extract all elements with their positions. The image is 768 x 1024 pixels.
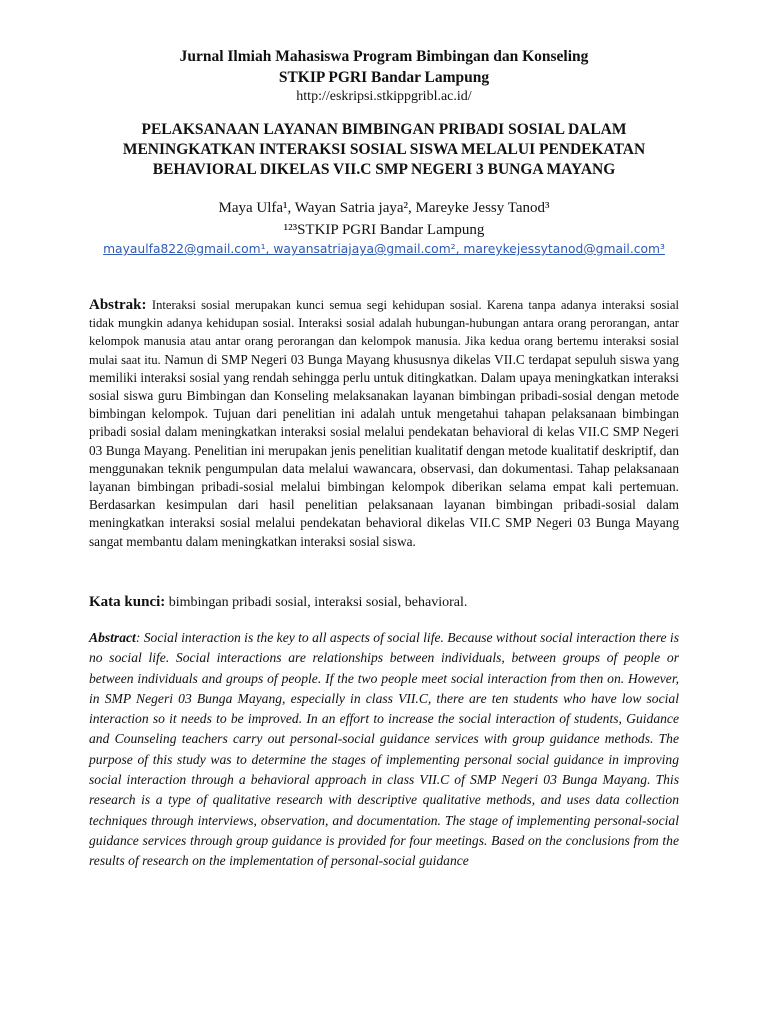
paper-title: PELAKSANAAN LAYANAN BIMBINGAN PRIBADI SOSIAL DALAM MENINGKATKAN INTERAKSI SOSIAL SISWA MELALUI PENDEKATAN BEHAVIORAL DIKELAS VII.C SMP NEGERI 3 BUNGA MAYANG bbox=[122, 121, 646, 178]
author-affiliation: ¹²³STKIP PGRI Bandar Lampung bbox=[283, 222, 485, 238]
keywords-label: Kata kunci: bbox=[89, 594, 166, 610]
author-block bbox=[0, 197, 768, 241]
abstract-en-label: Abstract bbox=[89, 630, 136, 645]
abstract-text-part2: Namun di SMP Negeri 03 Bunga Mayang khususnya dikelas VII.C terdapat sepuluh siswa yang memiliki interaksi sosial yang rendah sehingga perlu untuk ditingkatkan. Dalam upaya meningkatkan interaksi sosial siswa guru Bimbingan dan Konseling melaksanakan layanan bimbingan pribadi-sosial dengan metode bimbingan kelompok. Tujuan dari penelitian ini adalah untuk mengetahui tahapan pelaksanaan bimbingan pribadi sosial dalam meningkatkan interaksi sosial melalui pendekatan behavioral di kelas VII.C SMP Negeri 03 Bunga Mayang. Penelitian ini merupakan jenis penelitian kualitatif dengan metode kualitatif deskriptif, dan menggunakan teknik pengumpulan data melalui wawancara, observasi, dan dokumentasi. Tahap pelaksanaan layanan bimbingan pribadi-sosial melalui bimbingan kelompok diberikan selama empat kali pertemuan. Berdasarkan kesimpulan dari hasil penelitian pelaksanaan layanan bimbingan pribadi-sosial dalam meningkatkan interaksi sosial melalui pendekatan behavioral dikelas VII.C SMP Negeri 03 Bunga Mayang sangat membantu dalam meningkatkan interaksi sosial siswa. bbox=[89, 351, 679, 549]
keywords-line bbox=[89, 594, 679, 611]
journal-header bbox=[0, 46, 768, 88]
journal-name: Jurnal Ilmiah Mahasiswa Program Bimbingan dan Konseling bbox=[179, 48, 589, 65]
abstract-en-text: : Social interaction is the key to all aspects of social life. Because without social interaction there is no social life. Social interactions are relationships between individuals, between groups of people or between individuals and groups of people. If the two people meet social interaction from then on. However, in SMP Negeri 03 Bunga Mayang, especially in class VII.C, there are ten students who have low social interaction so it needs to be improved. In an effort to increase the social interaction of students, Guidance and Counseling teachers carry out personal-social guidance services with group guidance methods. The purpose of this study was to determine the stages of implementing personal social guidance in improving social interaction through a behavioral approach in class VII.C of SMP Negeri 03 Bunga Mayang. This research is a type of qualitative research with descriptive qualitative methods, and uses data collection techniques through interviews, observation, and documentation. The stage of implementing personal-social guidance services through group guidance is provided for four meetings. Based on the conclusions from the results of research on the implementation of personal-social guidance bbox=[89, 630, 679, 869]
journal-url[interactable]: http://eskripsi.stkippgribl.ac.id/ bbox=[296, 89, 472, 104]
author-list: Maya Ulfa¹, Wayan Satria jaya², Mareyke Jessy Tanod³ bbox=[218, 200, 550, 216]
journal-institution: STKIP PGRI Bandar Lampung bbox=[278, 69, 490, 86]
keywords-text: bimbingan pribadi sosial, interaksi sosial, behavioral. bbox=[168, 595, 468, 610]
abstract-english bbox=[89, 628, 679, 872]
abstract-label: Abstrak: bbox=[89, 297, 147, 313]
abstract-text-part1: Interaksi sosial merupakan kunci semua segi kehidupan sosial. Karena tanpa adanya interaksi sosial tidak mungkin adanya kehidupan sosial. Interaksi sosial adalah hubungan-hubungan antara orang perorangan, antar kelompok manusia atau antar orang perorangan dan kelompok manusia. Jika kedua orang bertemu interaksi sosial mulai saat itu. bbox=[89, 298, 679, 367]
author-emails[interactable]: mayaulfa822@gmail.com¹, wayansatriajaya@gmail.com², mareykejessytanod@gmail.com³ bbox=[103, 242, 665, 256]
abstract-indonesian bbox=[89, 296, 679, 551]
